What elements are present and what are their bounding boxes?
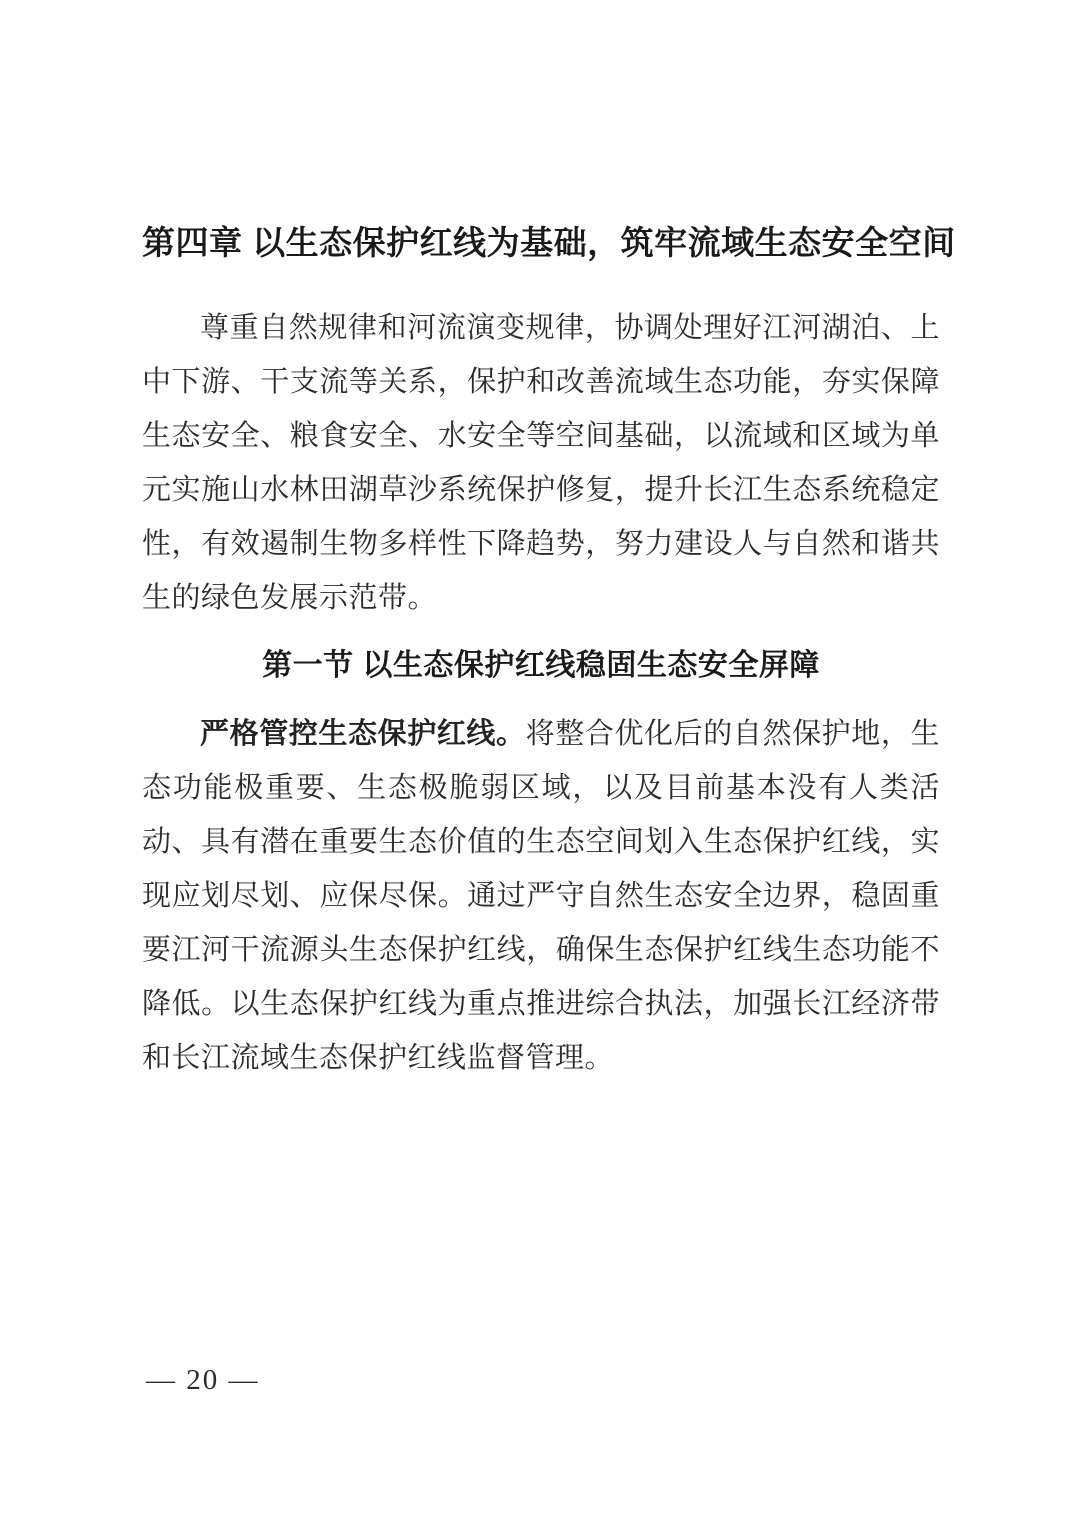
chapter-heading: 第四章 以生态保护红线为基础，筑牢流域生态安全空间 — [142, 224, 956, 261]
section-paragraph-text: 将整合优化后的自然保护地，生态功能极重要、生态极脆弱区域，以及目前基本没有人类活动、具有潜在重要生态价值的生态空间划入生态保护红线，实现应划尽划、应保尽保。通过严守自然生态安全边界，稳固重要江河干流源头生态保护红线，确保生态保护红线生态功能不降低。以生态保护红线为重点推进综合执法，加强长江经济带和长江流域生态保护红线监督管理。 — [142, 718, 940, 1074]
page-number — [146, 1362, 260, 1398]
intro-paragraph — [142, 301, 940, 625]
section-paragraph-lead: 严格管控生态保护红线。 — [200, 718, 526, 750]
section-heading: 第一节 以生态保护红线稳固生态安全屏障 — [262, 649, 820, 682]
intro-paragraph-text: 尊重自然规律和河流演变规律，协调处理好江河湖泊、上中下游、干支流等关系，保护和改善流域生态功能，夯实保障生态安全、粮食安全、水安全等空间基础，以流域和区域为单元实施山水林田湖草沙系统保护修复，提升长江生态系统稳定性，有效遏制生物多样性下降趋势，努力建设人与自然和谐共生的绿色发展示范带。 — [142, 312, 940, 614]
page-number-text: — 20 — — [146, 1364, 260, 1396]
section-paragraph — [142, 707, 940, 1085]
